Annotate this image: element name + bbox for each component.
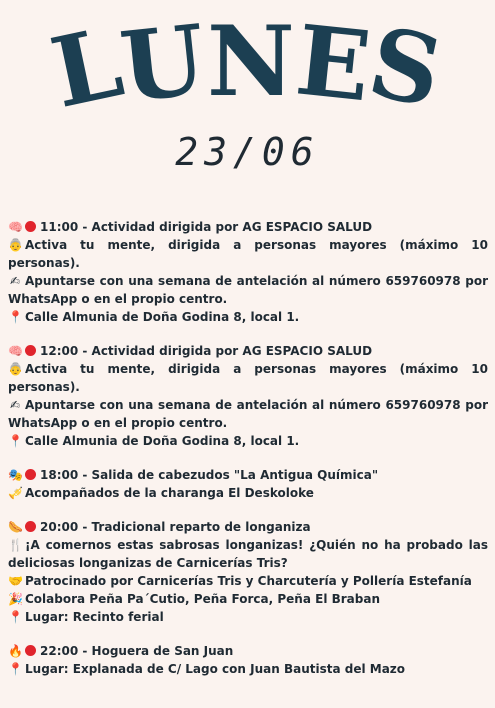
pin-icon: 📍 bbox=[8, 610, 23, 624]
event-2200 bbox=[8, 642, 488, 678]
cutlery-icon: 🍴 bbox=[8, 538, 23, 552]
red-dot-icon bbox=[25, 469, 36, 480]
red-dot-icon bbox=[25, 521, 36, 532]
event-heading: 20:00 - Tradicional reparto de longaniza bbox=[40, 520, 311, 534]
trumpet-icon: 🎺 bbox=[8, 486, 23, 500]
event-line: Colabora Peña Pa´Cutio, Peña Forca, Peña El Braban bbox=[25, 592, 380, 606]
event-line: Apuntarse con una semana de antelación al número 659760978 por WhatsApp o en el propio centro. bbox=[8, 274, 488, 306]
event-line: Activa tu mente, dirigida a personas mayores (máximo 10 personas). bbox=[8, 362, 488, 394]
event-2000 bbox=[8, 518, 488, 626]
pin-icon: 📍 bbox=[8, 434, 23, 448]
party-icon: 🎉 bbox=[8, 592, 23, 606]
fire-icon: 🔥 bbox=[8, 644, 23, 658]
red-dot-icon bbox=[25, 645, 36, 656]
page-title: LUNES bbox=[41, 2, 454, 131]
event-heading: 18:00 - Salida de cabezudos "La Antigua Química" bbox=[40, 468, 379, 482]
handshake-icon: 🤝 bbox=[8, 574, 23, 588]
red-dot-icon bbox=[25, 345, 36, 356]
event-heading: 11:00 - Actividad dirigida por AG ESPACIO SALUD bbox=[40, 220, 373, 234]
writing-hand-icon: ✍ bbox=[9, 274, 21, 288]
pin-icon: 📍 bbox=[8, 662, 23, 676]
event-line: Acompañados de la charanga El Deskoloke bbox=[25, 486, 314, 500]
brain-icon: 🧠 bbox=[8, 344, 23, 358]
writing-hand-icon: ✍ bbox=[9, 398, 21, 412]
event-line: Activa tu mente, dirigida a personas mayores (máximo 10 personas). bbox=[8, 238, 488, 270]
event-list bbox=[8, 218, 488, 694]
older-person-icon: 👵 bbox=[8, 238, 23, 252]
sausage-icon: 🌭 bbox=[8, 520, 23, 534]
event-line: ¡A comernos estas sabrosas longanizas! ¿Quién no ha probado las deliciosas longanizas de Carnicerías Tris? bbox=[8, 538, 488, 570]
event-1100 bbox=[8, 218, 488, 326]
event-1800 bbox=[8, 466, 488, 502]
date: 23/06 bbox=[175, 130, 320, 174]
mask-icon: 🎭 bbox=[8, 468, 23, 482]
pin-icon: 📍 bbox=[8, 310, 23, 324]
event-line: Calle Almunia de Doña Godina 8, local 1. bbox=[25, 310, 300, 324]
event-line: Calle Almunia de Doña Godina 8, local 1. bbox=[25, 434, 300, 448]
red-dot-icon bbox=[25, 221, 36, 232]
event-heading: 12:00 - Actividad dirigida por AG ESPACIO SALUD bbox=[40, 344, 373, 358]
event-line: Apuntarse con una semana de antelación al número 659760978 por WhatsApp o en el propio centro. bbox=[8, 398, 488, 430]
older-person-icon: 👵 bbox=[8, 362, 23, 376]
event-heading: 22:00 - Hoguera de San Juan bbox=[40, 644, 234, 658]
brain-icon: 🧠 bbox=[8, 220, 23, 234]
event-line: Lugar: Recinto ferial bbox=[25, 610, 164, 624]
event-line: Patrocinado por Carnicerías Tris y Charcutería y Pollería Estefanía bbox=[25, 574, 472, 588]
event-line: Lugar: Explanada de C/ Lago con Juan Bautista del Mazo bbox=[25, 662, 406, 676]
event-1200 bbox=[8, 342, 488, 450]
